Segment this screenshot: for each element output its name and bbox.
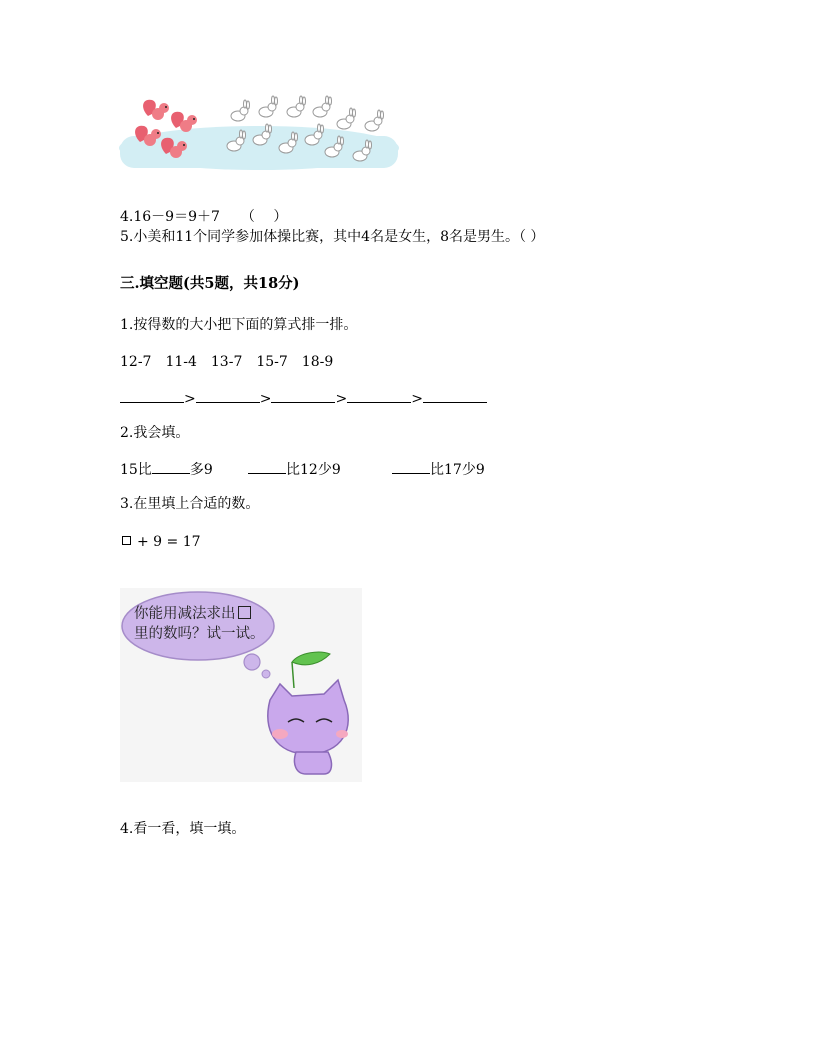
square-box-icon <box>238 606 251 619</box>
fill-question-2: 2.我会填。 <box>120 425 190 441</box>
squirrels-rabbits-picture <box>118 92 400 174</box>
greater-than-sign: > <box>184 391 196 407</box>
thought-bubble-text <box>134 604 265 644</box>
judge-question-4: 4.16－9＝9＋7 （ ） <box>120 209 288 225</box>
answer-box-icon[interactable] <box>122 536 131 545</box>
answer-blank[interactable] <box>347 388 411 403</box>
fill-question-3: 3.在里填上合适的数。 <box>120 496 260 512</box>
answer-blank[interactable] <box>248 459 286 474</box>
answer-blank[interactable] <box>120 388 184 403</box>
fill-question-2-item-a <box>120 459 213 479</box>
answer-blank[interactable] <box>196 388 260 403</box>
section-title: 三.填空题(共5题，共18分) <box>120 275 300 292</box>
item-a-suffix: 多9 <box>189 462 213 478</box>
fill-question-1: 1.按得数的大小把下面的算式排一排。 <box>120 317 358 333</box>
bubble-line-1: 你能用减法求出 <box>134 606 236 622</box>
fill-question-3-equation <box>122 533 201 551</box>
item-a-prefix: 15比 <box>120 462 152 478</box>
bubble-line-2: 里的数吗？试一试。 <box>134 626 265 642</box>
greater-than-sign: > <box>335 391 348 407</box>
judge-question-5: 5.小美和11个同学参加体操比赛，其中4名是女生，8名是男生。（ ） <box>120 229 545 245</box>
fill-question-1-answer-row <box>120 388 487 408</box>
fill-question-2-item-c <box>392 459 485 479</box>
item-c-suffix: 比17少9 <box>430 462 485 478</box>
fill-question-1-expressions: 12-7 11-4 13-7 15-7 18-9 <box>120 354 334 370</box>
item-b-suffix: 比12少9 <box>286 462 341 478</box>
answer-blank[interactable] <box>423 388 487 403</box>
fill-question-4: 4.看一看，填一填。 <box>120 821 246 837</box>
answer-blank[interactable] <box>152 459 190 474</box>
cat-thought-picture <box>120 588 362 782</box>
fill-question-2-item-b <box>248 459 341 479</box>
greater-than-sign: > <box>259 391 272 407</box>
greater-than-sign: > <box>411 391 423 407</box>
equation-text: + 9 = 17 <box>137 534 201 550</box>
answer-blank[interactable] <box>392 459 430 474</box>
answer-blank[interactable] <box>271 388 335 403</box>
